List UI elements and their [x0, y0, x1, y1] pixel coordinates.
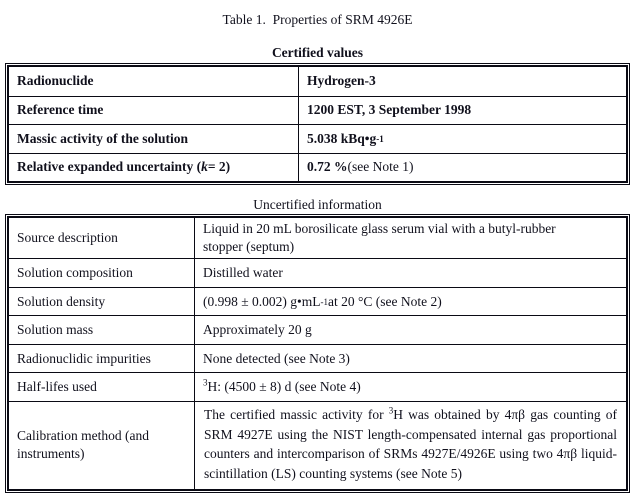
label-text: = 2) — [207, 159, 231, 175]
uncertified-information-heading: Uncertified information — [253, 197, 382, 212]
value-text: at 20 °C (see Note 2) — [328, 293, 442, 309]
value-text: H: (4500 ± 8) d (see Note 4) — [207, 379, 361, 395]
value-line: Liquid in 20 mL borosilicate glass serum vial with a butyl-rubber — [203, 221, 556, 236]
row-label: Solution mass — [9, 316, 195, 344]
value-text: (0.998 ± 0.002) g•mL — [203, 293, 321, 309]
row-value — [299, 154, 626, 182]
table-row-radionuclide — [9, 67, 626, 96]
certified-values-heading: Certified values — [271, 45, 364, 60]
row-value: (0.998 ± 0.002) g•mL -1 at 20 °C (see Note 2) — [195, 288, 626, 316]
row-value: Hydrogen-3 — [307, 73, 376, 89]
row-label: Calibration method (and instruments) — [9, 402, 195, 489]
table-row-reference-time — [9, 96, 626, 125]
row-value — [195, 373, 626, 401]
table-row-calibration-method — [9, 401, 626, 489]
table-row-solution-density — [9, 287, 626, 316]
uncertified-information-table — [7, 216, 628, 491]
row-value: 1200 EST, 3 September 1998 — [307, 102, 472, 118]
row-value — [195, 402, 626, 489]
table-row-radionuclidic-impurities — [9, 344, 626, 373]
row-label — [9, 154, 299, 182]
row-label: Solution composition — [9, 259, 195, 287]
table-row-half-lifes — [9, 372, 626, 401]
table-row-massic-activity — [9, 124, 626, 153]
row-value: Approximately 20 g — [203, 322, 312, 338]
value-text: 5.038 kBq•g — [307, 130, 377, 146]
superscript: 3 — [388, 405, 394, 416]
value-text: The certified massic activity for — [204, 406, 389, 422]
row-label: Solution density — [9, 288, 195, 316]
row-label: Radionuclide — [9, 67, 299, 96]
row-label: Massic activity of the solution — [9, 125, 299, 153]
superscript: 3 — [203, 377, 208, 388]
table-row-source-description — [9, 218, 626, 258]
value-text: 0.72 % — [307, 159, 348, 175]
label-k-italic: k — [201, 159, 208, 175]
row-label: Reference time — [9, 97, 299, 125]
table-title: Table 1. Properties of SRM 4926E — [222, 12, 413, 27]
certified-values-table — [7, 65, 628, 183]
table-row-solution-composition — [9, 258, 626, 287]
row-value: 5.038 kBq•g -1 — [299, 125, 626, 153]
value-note: (see Note 1) — [347, 159, 414, 175]
row-value: None detected (see Note 3) — [203, 350, 350, 366]
value-text: H was obtained by 4πβ gas counting of SRM 4927E using the NIST length-compensated internal gas proportional counters and intercomparison of SRMs 4927E/4926E using two 4πβ liquid-scintillation (LS) counting systems (see Note 5) — [204, 406, 617, 482]
row-label: Radionuclidic impurities — [9, 345, 195, 373]
value-line: stopper (septum) — [203, 239, 295, 255]
row-value: Distilled water — [203, 265, 283, 281]
label-text: Relative expanded uncertainty ( — [17, 159, 202, 175]
row-label: Half-lifes used — [9, 373, 195, 401]
row-value — [195, 218, 626, 258]
row-label: Source description — [9, 218, 195, 258]
table-row-solution-mass — [9, 315, 626, 344]
table-row-uncertainty — [9, 153, 626, 182]
